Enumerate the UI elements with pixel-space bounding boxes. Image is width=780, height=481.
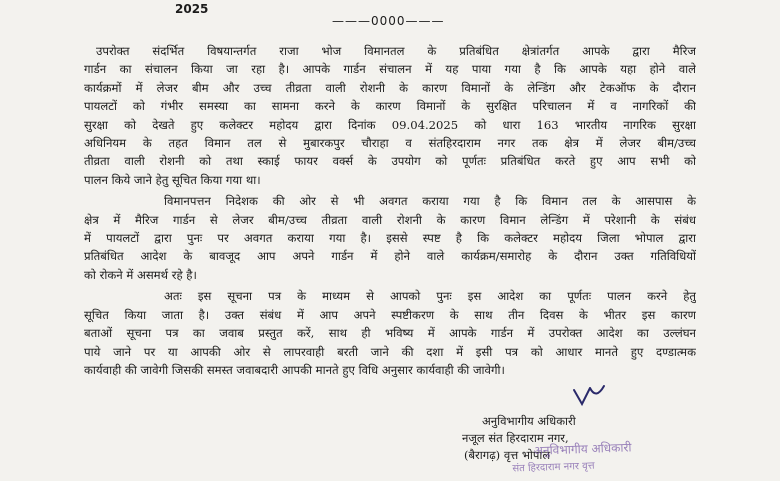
handwritten-signature-icon <box>570 382 610 412</box>
paragraph-1-line: उपरोक्त संदर्भित विषयान्तर्गत राजा भोज विमानतल के प्रतिबंधित क्षेत्रांतर्गत आपके द्वारा मैरिज <box>96 44 696 58</box>
header-year: 2025 <box>175 2 209 16</box>
paragraph-2-line: प्रतिबंधित आदेश के बावजूद आप अपने गार्डन में होने वाले कार्यक्रम/समारोह के दौरान उक्त गतिविधियों <box>84 249 696 264</box>
paragraph-2-line: में पायलटों द्वारा पुनः पर अवगत कराया गया है। इससे स्पष्ट है कि कलेक्टर महोदय जिला भोपाल द्वारा <box>84 231 696 246</box>
paragraph-3-line: बताओं सूचना पत्र का जवाब प्रस्तुत करें, साथ ही भविष्य में आपके गार्डन में उपरोक्त आदेश का उल्लंघन <box>84 326 696 341</box>
paragraph-3-line: कार्यवाही की जावेगी जिसकी समस्त जवाबदारी आपकी मानते हुए विधि अनुसार कार्यवाही की जावेगी। <box>84 362 505 377</box>
signatory-office: नजूल संत हिरदाराम नगर, <box>462 431 569 445</box>
paragraph-2-line: क्षेत्र में मैरिज गार्डन से लेजर बीम/उच्च तीव्रता वाली रोशनी के कारण विमान लेन्डिंग में परेशानी के संबंध <box>84 212 696 227</box>
header-separator: ———0000——— <box>332 14 445 28</box>
paragraph-2-line: को रोकने में असमर्थ रहे है। <box>84 267 197 282</box>
paragraph-3-line: अतः इस सूचना पत्र के माध्यम से आपको पुनः इस आदेश का पूर्णतः पालन करने हेतु <box>164 289 696 304</box>
signatory-location: (बैरागढ़) वृत्त भोपाल <box>464 448 551 462</box>
paragraph-3-line: पाये जाने पर या आपकी ओर से लापरवाही बरती जाने की दशा में इसी पत्र को आधार मानते हुए दण्डात्मक <box>84 344 696 359</box>
paragraph-3-line: सूचित किया जाता है। उक्त संबंध में आप अपने स्पष्टीकरण के साथ तीन दिवस के भीतर इस कारण <box>84 307 696 322</box>
signatory-title: अनुविभागीय अधिकारी <box>482 414 576 428</box>
official-stamp <box>507 433 718 480</box>
paragraph-1-line: गार्डन का संचालन किया जा रहा है। आपके गार्डन संचालन में यह पाया गया है कि आपके यहा होने वाले <box>84 62 696 77</box>
paragraph-1-line: सुरक्षा को देखते हुए कलेक्टर महोदय द्वारा दिनांक 09.04.2025 को धारा 163 भारतीय नागरिक सुरक्षा <box>84 117 696 132</box>
paragraph-2-line: विमानपत्तन निदेशक की ओर से भी अवगत कराया गया है कि विमान तल के आसपास के <box>164 194 696 209</box>
paragraph-1-line: कार्यक्रमों में लेजर बीम और उच्च तीव्रता वाली रोशनी के कारण विमानों के लेन्डिंग और टेकऑफ के दौरान <box>84 80 696 95</box>
paragraph-1-line: अधिनियम के तहत विमान तल से मुबारकपुर चौराहा व संतहिरदाराम नगर तक क्षेत्र में लेजर बीम/उच्च <box>84 136 696 151</box>
notice-body <box>84 42 696 379</box>
paragraph-1-line: तीव्रता वाली रोशनी को तथा स्काई फायर वर्क्स के उपयोग को पूर्णतः प्रतिबंधित करते हुए आप सभी को <box>84 154 696 169</box>
stamp-subtitle: संत हिरदाराम नगर वृत्त <box>512 460 595 475</box>
paragraph-1-line: पायलटों को गंभीर समस्या का सामना करने के कारण विमानों के सुरक्षित परिचालन में व नागरिकों की <box>84 99 696 114</box>
paragraph-1-line: पालन किये जाने हेतु सूचित किया गया था। <box>84 172 261 187</box>
stamp-title: अनुविभागीय अधिकारी <box>533 440 632 458</box>
